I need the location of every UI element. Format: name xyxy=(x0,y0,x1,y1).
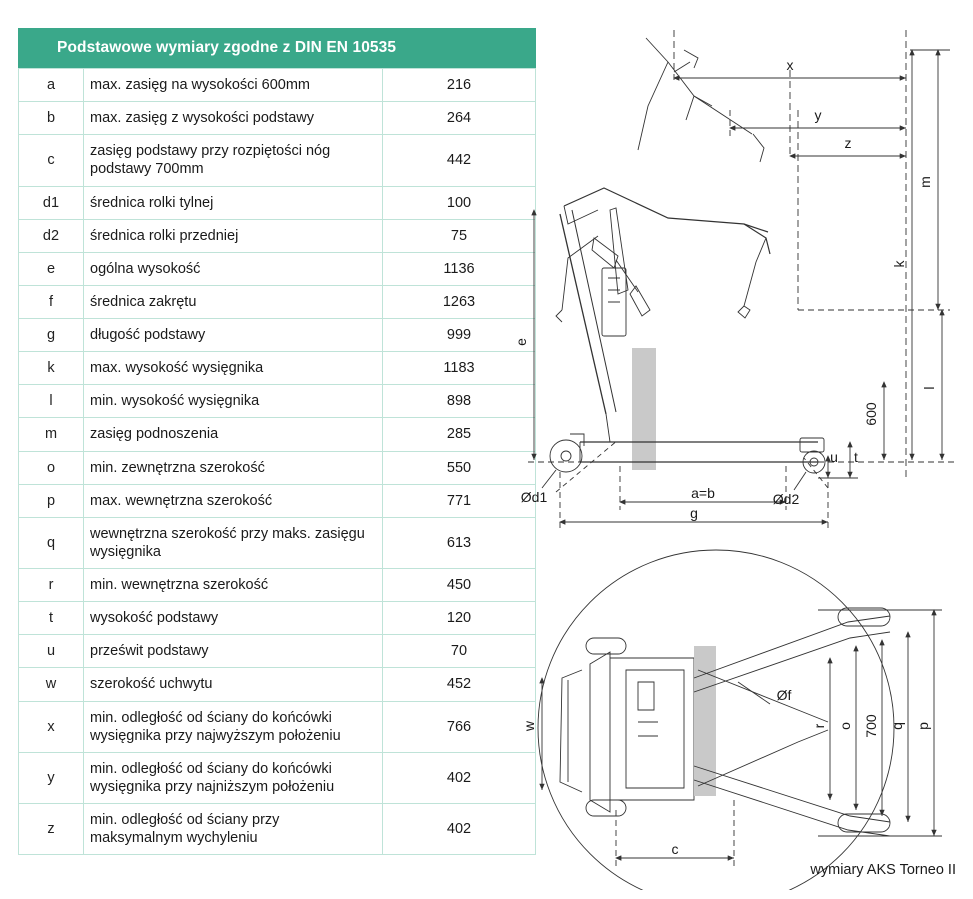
row-value: 120 xyxy=(383,602,536,635)
row-value: 766 xyxy=(383,701,536,752)
row-description: zasięg podnoszenia xyxy=(84,418,383,451)
row-value: 450 xyxy=(383,569,536,602)
row-symbol: w xyxy=(19,668,84,701)
label-z: z xyxy=(844,135,852,151)
label-diameter-d1: Ød1 xyxy=(520,489,548,505)
row-value: 402 xyxy=(383,752,536,803)
label-u: u xyxy=(830,449,838,465)
row-symbol: t xyxy=(19,602,84,635)
row-description: szerokość uchwytu xyxy=(84,668,383,701)
row-description: min. odległość od ściany do końcówki wysięgnika przy najwyższym położeniu xyxy=(84,701,383,752)
row-symbol: b xyxy=(19,102,84,135)
row-value: 70 xyxy=(383,635,536,668)
row-symbol: c xyxy=(19,135,84,186)
row-symbol: d2 xyxy=(19,219,84,252)
label-l: l xyxy=(921,386,937,390)
row-symbol: d1 xyxy=(19,186,84,219)
label-x: x xyxy=(786,57,794,73)
label-e: e xyxy=(513,338,529,346)
row-value: 442 xyxy=(383,135,536,186)
table-row xyxy=(19,569,536,602)
row-description: prześwit podstawy xyxy=(84,635,383,668)
row-symbol: p xyxy=(19,484,84,517)
row-description: wysokość podstawy xyxy=(84,602,383,635)
table-row xyxy=(19,252,536,285)
label-m: m xyxy=(917,176,933,188)
row-value: 613 xyxy=(383,517,536,568)
label-t: t xyxy=(854,449,858,465)
row-value: 1263 xyxy=(383,285,536,318)
row-symbol: y xyxy=(19,752,84,803)
table-body xyxy=(19,69,536,855)
row-symbol: q xyxy=(19,517,84,568)
row-value: 1136 xyxy=(383,252,536,285)
table-row xyxy=(19,319,536,352)
row-description: średnica rolki tylnej xyxy=(84,186,383,219)
top-view xyxy=(538,550,942,890)
row-value: 999 xyxy=(383,319,536,352)
row-symbol: o xyxy=(19,451,84,484)
row-value: 216 xyxy=(383,69,536,102)
row-symbol: l xyxy=(19,385,84,418)
row-symbol: k xyxy=(19,352,84,385)
row-value: 100 xyxy=(383,186,536,219)
label-q: q xyxy=(889,722,905,730)
table-row xyxy=(19,484,536,517)
dimensions-table-wrapper xyxy=(18,28,496,855)
table-row xyxy=(19,602,536,635)
drawing-caption: wymiary AKS Torneo II xyxy=(810,862,956,878)
table-row xyxy=(19,69,536,102)
label-w: w xyxy=(521,720,537,732)
row-value: 75 xyxy=(383,219,536,252)
row-symbol: r xyxy=(19,569,84,602)
side-view xyxy=(528,30,958,530)
row-symbol: x xyxy=(19,701,84,752)
row-description: długość podstawy xyxy=(84,319,383,352)
table-title: Podstawowe wymiary zgodne z DIN EN 10535 xyxy=(18,28,536,68)
row-description: ogólna wysokość xyxy=(84,252,383,285)
row-description: min. odległość od ściany przy maksymalnym wychyleniu xyxy=(84,804,383,855)
row-description: max. wysokość wysięgnika xyxy=(84,352,383,385)
row-description: max. zasięg z wysokości podstawy xyxy=(84,102,383,135)
row-value: 402 xyxy=(383,804,536,855)
row-value: 264 xyxy=(383,102,536,135)
label-diameter-f: Øf xyxy=(776,687,792,703)
table-row xyxy=(19,219,536,252)
table-row xyxy=(19,635,536,668)
row-description: max. wewnętrzna szerokość xyxy=(84,484,383,517)
row-description: max. zasięg na wysokości 600mm xyxy=(84,69,383,102)
technical-drawings xyxy=(498,10,968,890)
row-symbol: z xyxy=(19,804,84,855)
label-c: c xyxy=(671,841,679,857)
table-row xyxy=(19,804,536,855)
table-row xyxy=(19,701,536,752)
table-row xyxy=(19,517,536,568)
row-description: min. zewnętrzna szerokość xyxy=(84,451,383,484)
label-o: o xyxy=(837,722,853,730)
row-symbol: e xyxy=(19,252,84,285)
label-p: p xyxy=(915,722,931,730)
row-value: 550 xyxy=(383,451,536,484)
row-description: średnica zakrętu xyxy=(84,285,383,318)
table-row xyxy=(19,668,536,701)
label-700: 700 xyxy=(863,714,879,738)
table-row xyxy=(19,752,536,803)
table-row xyxy=(19,135,536,186)
label-k: k xyxy=(891,260,907,268)
table-row xyxy=(19,102,536,135)
row-value: 898 xyxy=(383,385,536,418)
drawings-svg xyxy=(498,10,968,890)
label-diameter-d2: Ød2 xyxy=(772,491,800,507)
row-description: wewnętrzna szerokość przy maks. zasięgu wysięgnika xyxy=(84,517,383,568)
row-symbol: a xyxy=(19,69,84,102)
row-description: min. odległość od ściany do końcówki wysięgnika przy najniższym położeniu xyxy=(84,752,383,803)
row-description: min. wysokość wysięgnika xyxy=(84,385,383,418)
row-value: 1183 xyxy=(383,352,536,385)
row-description: zasięg podstawy przy rozpiętości nóg podstawy 700mm xyxy=(84,135,383,186)
row-symbol: u xyxy=(19,635,84,668)
table-row xyxy=(19,186,536,219)
label-y: y xyxy=(814,107,822,123)
label-600: 600 xyxy=(863,402,879,426)
table-row xyxy=(19,285,536,318)
label-a-equals-b: a=b xyxy=(691,485,715,501)
row-symbol: f xyxy=(19,285,84,318)
row-value: 452 xyxy=(383,668,536,701)
table-row xyxy=(19,418,536,451)
dimensions-table xyxy=(18,28,536,855)
label-r: r xyxy=(811,723,827,729)
row-symbol: m xyxy=(19,418,84,451)
table-row xyxy=(19,352,536,385)
row-symbol: g xyxy=(19,319,84,352)
row-value: 771 xyxy=(383,484,536,517)
label-g: g xyxy=(690,505,698,521)
row-value: 285 xyxy=(383,418,536,451)
table-row xyxy=(19,451,536,484)
row-description: średnica rolki przedniej xyxy=(84,219,383,252)
table-row xyxy=(19,385,536,418)
row-description: min. wewnętrzna szerokość xyxy=(84,569,383,602)
